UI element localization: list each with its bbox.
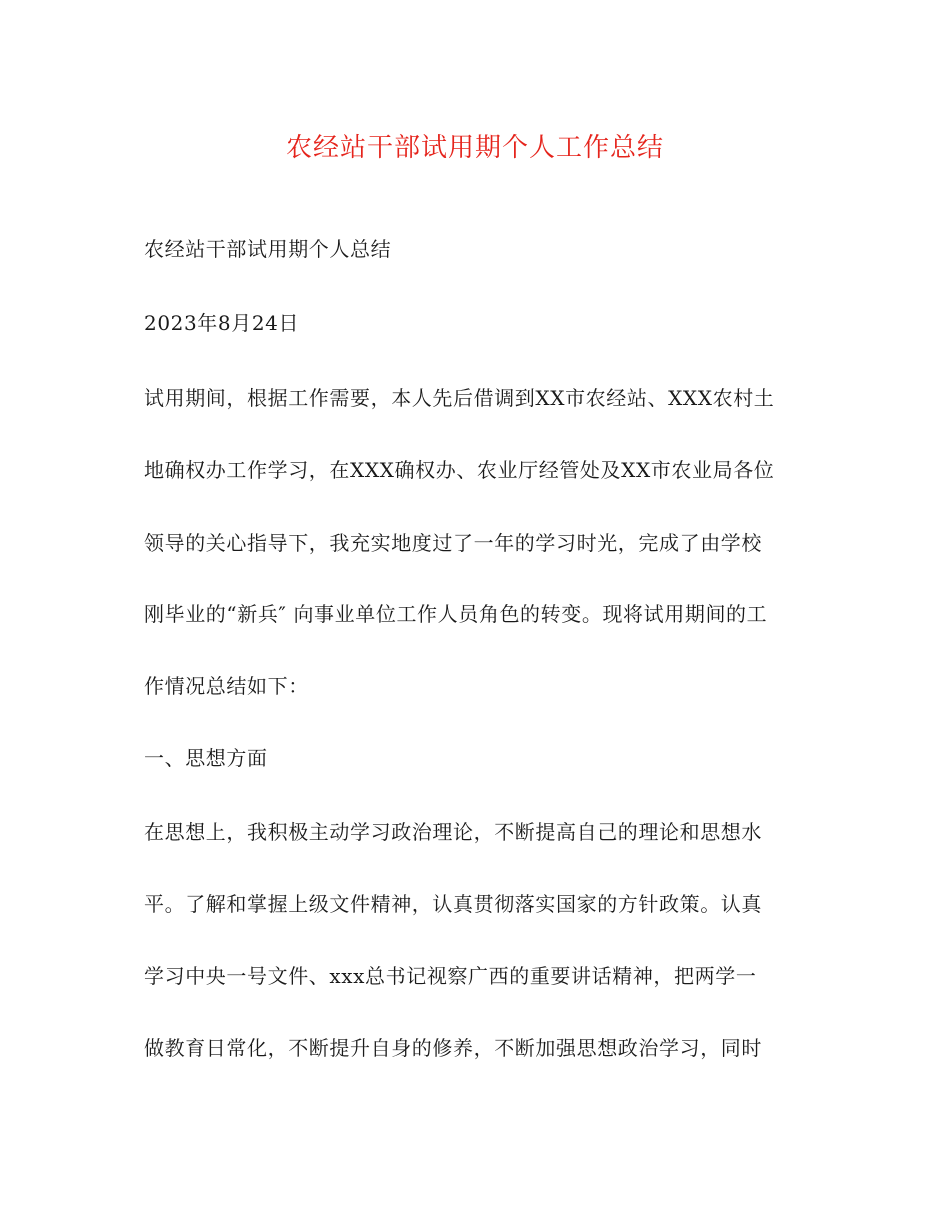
date-line: 2023年8月24日 <box>144 311 300 335</box>
section-heading: 一、思想方面 <box>144 746 268 770</box>
body-line: 领导的关心指导下，我充实地度过了一年的学习时光，完成了由学校 <box>144 531 762 555</box>
body-line: 在思想上，我积极主动学习政治理论，不断提高自己的理论和思想水 <box>144 820 762 844</box>
body-line: 作情况总结如下： <box>144 674 309 698</box>
body-line: 平。了解和掌握上级文件精神，认真贯彻落实国家的方针政策。认真 <box>144 892 762 916</box>
subtitle-line: 农经站干部试用期个人总结 <box>144 237 392 261</box>
document-title: 农经站干部试用期个人工作总结 <box>285 133 664 163</box>
body-line: 学习中央一号文件、xxx总书记视察广西的重要讲话精神，把两学一 <box>144 964 757 988</box>
body-line: 做教育日常化，不断提升自身的修养，不断加强思想政治学习，同时 <box>144 1036 762 1060</box>
body-line: 试用期间，根据工作需要，本人先后借调到XX市农经站、XXX农村土 <box>144 386 775 410</box>
body-line: 刚毕业的“新兵″ 向事业单位工作人员角色的转变。现将试用期间的工 <box>144 602 768 626</box>
body-line: 地确权办工作学习，在XXX确权办、农业厅经管处及XX市农业局各位 <box>144 458 775 482</box>
